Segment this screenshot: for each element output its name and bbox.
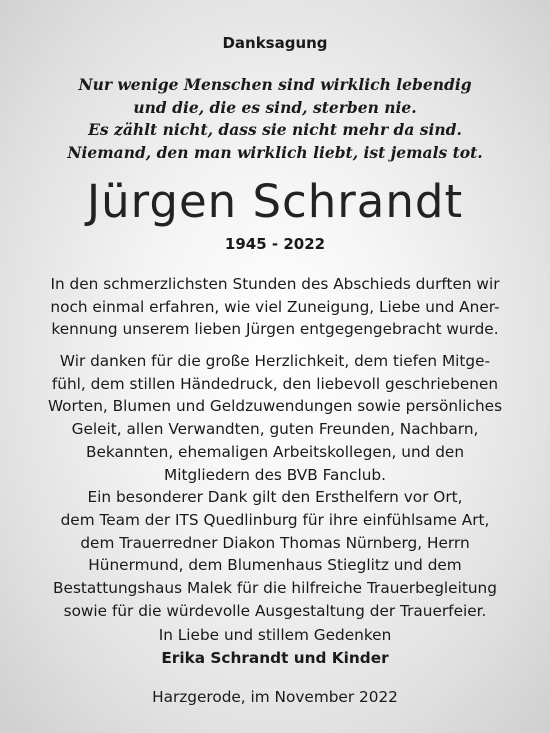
- text-line: kennung unserem lieben Jürgen entgegengebracht wurde.: [51, 320, 499, 339]
- text-line: Wir danken für die große Herzlichkeit, dem tiefen Mitge-: [59, 352, 491, 370]
- text-line: Bekannten, ehemaligen Arbeitskollegen, und den: [85, 442, 465, 461]
- poem: [0, 74, 550, 164]
- text-line: Worten, Blumen und Geldzuwendungen sowie persönliches: [47, 397, 503, 416]
- text-line: dem Trauerredner Diakon Thomas Nürnberg, Herrn: [80, 533, 470, 552]
- text-line: sowie für die würdevolle Ausgestaltung der Trauerfeier.: [63, 601, 487, 620]
- poem-line: Niemand, den man wirklich liebt, ist jemals tot.: [67, 142, 483, 162]
- poem-line: und die, die es sind, sterben nie.: [133, 97, 417, 117]
- closing-block: [0, 624, 550, 669]
- text-line: Hünermund, dem Blumenhaus Stieglitz und dem: [88, 556, 462, 575]
- paragraph-thanks: [0, 350, 550, 622]
- life-years: 1945 - 2022: [224, 235, 326, 253]
- text-line: Mitgliedern des BVB Fanclub.: [164, 465, 386, 484]
- deceased-name: Jürgen Schrandt: [86, 175, 464, 228]
- poem-line: Nur wenige Menschen sind wirklich lebendig: [78, 75, 472, 94]
- text-line: Geleit, allen Verwandten, guten Freunden, Nachbarn,: [71, 420, 479, 439]
- text-line: Ein besonderer Dank gilt den Ersthelfern vor Ort,: [87, 488, 463, 507]
- paragraph-intro: [0, 273, 550, 341]
- text-line: dem Team der ITS Quedlinburg für ihre einfühlsame Art,: [60, 510, 490, 529]
- text-line: noch einmal erfahren, wie viel Zuneigung, Liebe und Aner-: [50, 297, 500, 316]
- closing-text: In Liebe und stillem Gedenken: [158, 626, 392, 644]
- poem-line: Es zählt nicht, dass sie nicht mehr da sind.: [88, 120, 462, 139]
- place-date: Harzgerode, im November 2022: [152, 688, 398, 706]
- text-line: In den schmerzlichsten Stunden des Abschieds durften wir: [50, 275, 500, 293]
- text-line: fühl, dem stillen Händedruck, den liebevoll geschriebenen: [51, 374, 499, 393]
- text-line: Bestattungshaus Malek für die hilfreiche Trauerbegleitung: [53, 579, 497, 598]
- heading: Danksagung: [222, 34, 328, 52]
- signer: Erika Schrandt und Kinder: [161, 648, 389, 667]
